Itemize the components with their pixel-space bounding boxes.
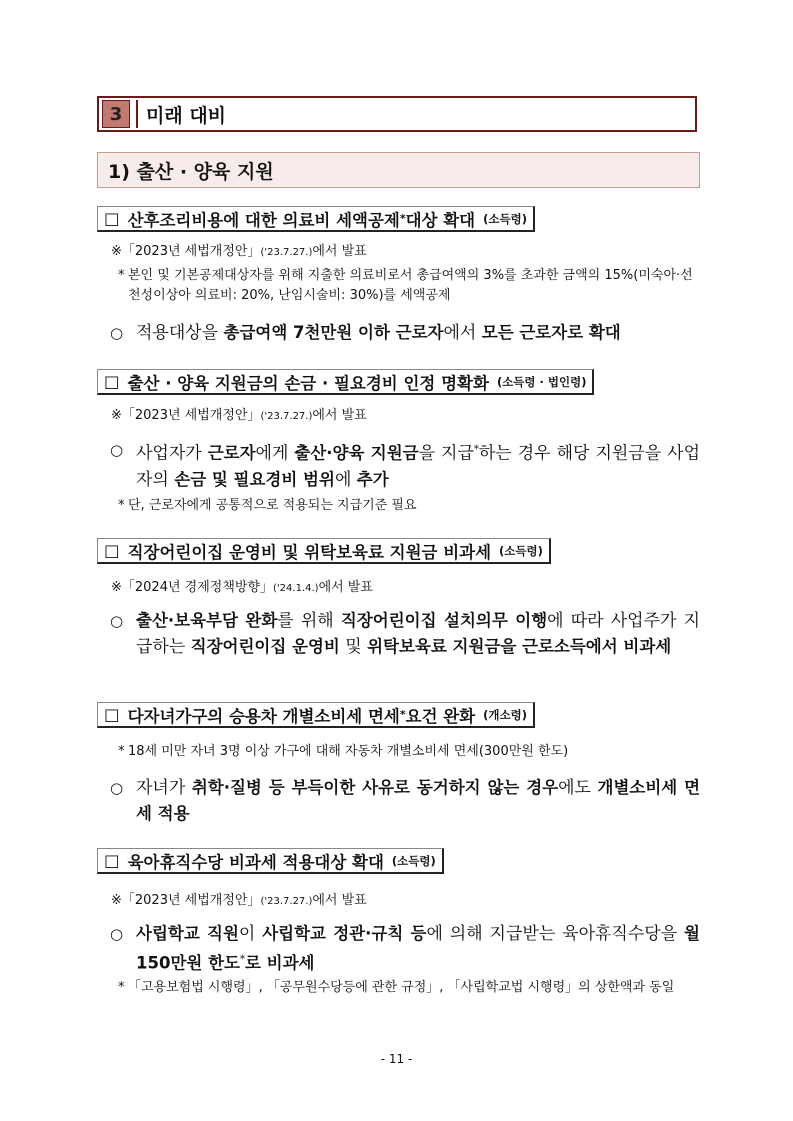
law-tag: (개소령) [483,707,527,722]
para-text: 을 지급 [418,443,474,464]
checkbox-square-icon: □ [104,209,120,228]
footnote [118,266,698,306]
item-heading-text: 다자녀가구의 승용차 개별소비세 면세 [127,706,400,726]
footnote-marker: * [399,212,406,225]
note-date: ('24.1.4.) [273,583,319,594]
para-bold: 모든 근로자로 확대 [481,323,621,342]
para-bold: 사립학교 정관·규칙 등 [262,924,427,943]
circle-bullet-icon: ○ [110,779,124,797]
para-text: 에 따라 사업주가 지급하는 [136,611,700,657]
para-bold: 위탁보육료 지원금을 근로소득에서 비과세 [367,637,672,656]
para-text: 이 [238,924,263,944]
checkbox-square-icon: □ [104,705,120,724]
para-text: 에 의해 지급받는 육아휴직수당을 [426,924,685,944]
footnote-star: * [118,744,125,759]
bullet-paragraph [110,437,700,493]
para-text: 자녀가 [136,778,192,798]
note-date: ('23.7.27.) [260,896,313,907]
footnote [118,496,417,516]
law-tag: (소득령) [391,853,436,868]
para-bold: 로 비과세 [244,953,315,973]
circle-bullet-icon: ○ [110,324,124,342]
circle-bullet-icon: ○ [110,925,124,943]
announcement-note [111,889,367,908]
note-date: ('23.7.27.) [260,411,313,422]
para-bold: 총급여액 7천만원 이하 근로자 [223,323,444,342]
note-source: ※「2023년 세법개정안」 [111,408,261,423]
para-text: 에서 [443,323,482,343]
footnote-text: 18세 미만 자녀 3명 이상 가구에 대해 자동차 개별소비세 면세(300만원 한도) [128,744,569,759]
circle-bullet-icon: ○ [110,441,124,459]
bullet-paragraph [110,608,700,660]
footnote-text: 「고용보험법 시행령」, 「공무원수당등에 관한 규정」, 「사립학교법 시행령」의 상한액과 동일 [128,980,675,995]
item-heading-text: 출산 · 양육 지원금의 손금 · 필요경비 인정 명확화 [127,373,489,393]
item-heading-box [97,206,535,232]
para-text: 및 [339,637,368,657]
para-bold: 직장어린이집 운영비 [190,637,340,656]
footnote-star: * [118,268,125,283]
bullet-paragraph [110,775,700,827]
law-tag: (소득령) [499,543,543,558]
footnote-star: * [118,498,125,513]
announcement-note [111,240,367,259]
bullet-paragraph [110,921,700,977]
para-text: 사업자가 [136,443,208,464]
note-date: ('23.7.27.) [260,247,313,258]
para-text: 에도 [558,778,598,798]
law-tag: (소득령 · 법인령) [496,374,587,389]
para-text: 에 [334,469,357,490]
para-bold: 손금 및 필요경비 범위 [174,469,335,489]
footnote-marker: * [473,444,479,455]
note-suffix: 에서 발표 [312,408,367,423]
checkbox-square-icon: □ [104,851,120,870]
para-text: 를 위해 [277,611,341,631]
para-bold: 출산·양육 지원금 [294,443,419,463]
footnote-marker: * [399,708,406,721]
footnote-text: 단, 근로자에게 공통적으로 적용되는 지급기준 필요 [128,498,417,513]
item-heading-box [97,702,535,728]
footnote-marker: * [239,954,245,965]
checkbox-square-icon: □ [104,541,120,560]
para-bold: 출산·보육부담 완화 [136,611,278,630]
law-tag: (소득령) [483,211,527,226]
circle-bullet-icon: ○ [110,612,124,630]
note-suffix: 에서 발표 [312,893,367,908]
item-heading-text: 육아휴직수당 비과세 적용대상 확대 [127,852,384,872]
note-source: ※「2023년 세법개정안」 [111,244,261,259]
para-bold: 취학·질병 등 부득이한 사유로 동거하지 않는 경우 [191,778,559,797]
para-text: 하는 경우 해당 지원금을 사업자의 [136,443,700,490]
item-heading-box [97,369,594,395]
para-bold: 개별소비세 면세 적용 [136,778,701,823]
item-heading-box [97,848,444,874]
item-heading-text: 산후조리비용에 대한 의료비 세액공제 [127,210,400,230]
para-bold: 직장어린이집 설치의무 이행 [340,611,548,630]
bullet-paragraph [110,320,700,346]
footnote [118,978,698,998]
page-number: - 11 - [380,1052,413,1066]
note-suffix: 에서 발표 [318,580,373,595]
para-text: 적용대상을 [136,323,224,343]
item-heading-text-2: 요건 완화 [405,706,476,726]
note-suffix: 에서 발표 [312,244,367,259]
para-bold: 월 150만원 한도 [136,924,700,973]
item-heading-box [97,538,551,564]
chapter-header [97,96,697,132]
para-bold: 사립학교 직원 [136,924,239,943]
section-title: 1) 출산 · 양육 지원 [97,152,700,188]
para-text: 에게 [255,443,295,464]
footnote-text: 본인 및 기본공제대상자를 위해 지출한 의료비로서 총급여액의 3%를 초과한 금액의 15%(미숙아·선천성이상아 의료비: 20%, 난임시술비: 30%)를 세액공제 [128,268,693,303]
footnote-star: * [118,980,125,995]
announcement-note [111,576,373,595]
note-source: ※「2024년 경제정책방향」 [111,580,274,595]
para-bold: 근로자 [207,443,256,463]
item-heading-text-2: 대상 확대 [405,210,476,230]
checkbox-square-icon: □ [104,372,120,391]
chapter-title: 미래 대비 [136,100,226,128]
chapter-number: 3 [102,100,130,128]
para-bold: 추가 [356,469,389,489]
item-heading-text: 직장어린이집 운영비 및 위탁보육료 지원금 비과세 [127,542,492,562]
footnote [118,742,708,762]
announcement-note [111,404,367,423]
note-source: ※「2023년 세법개정안」 [111,893,261,908]
